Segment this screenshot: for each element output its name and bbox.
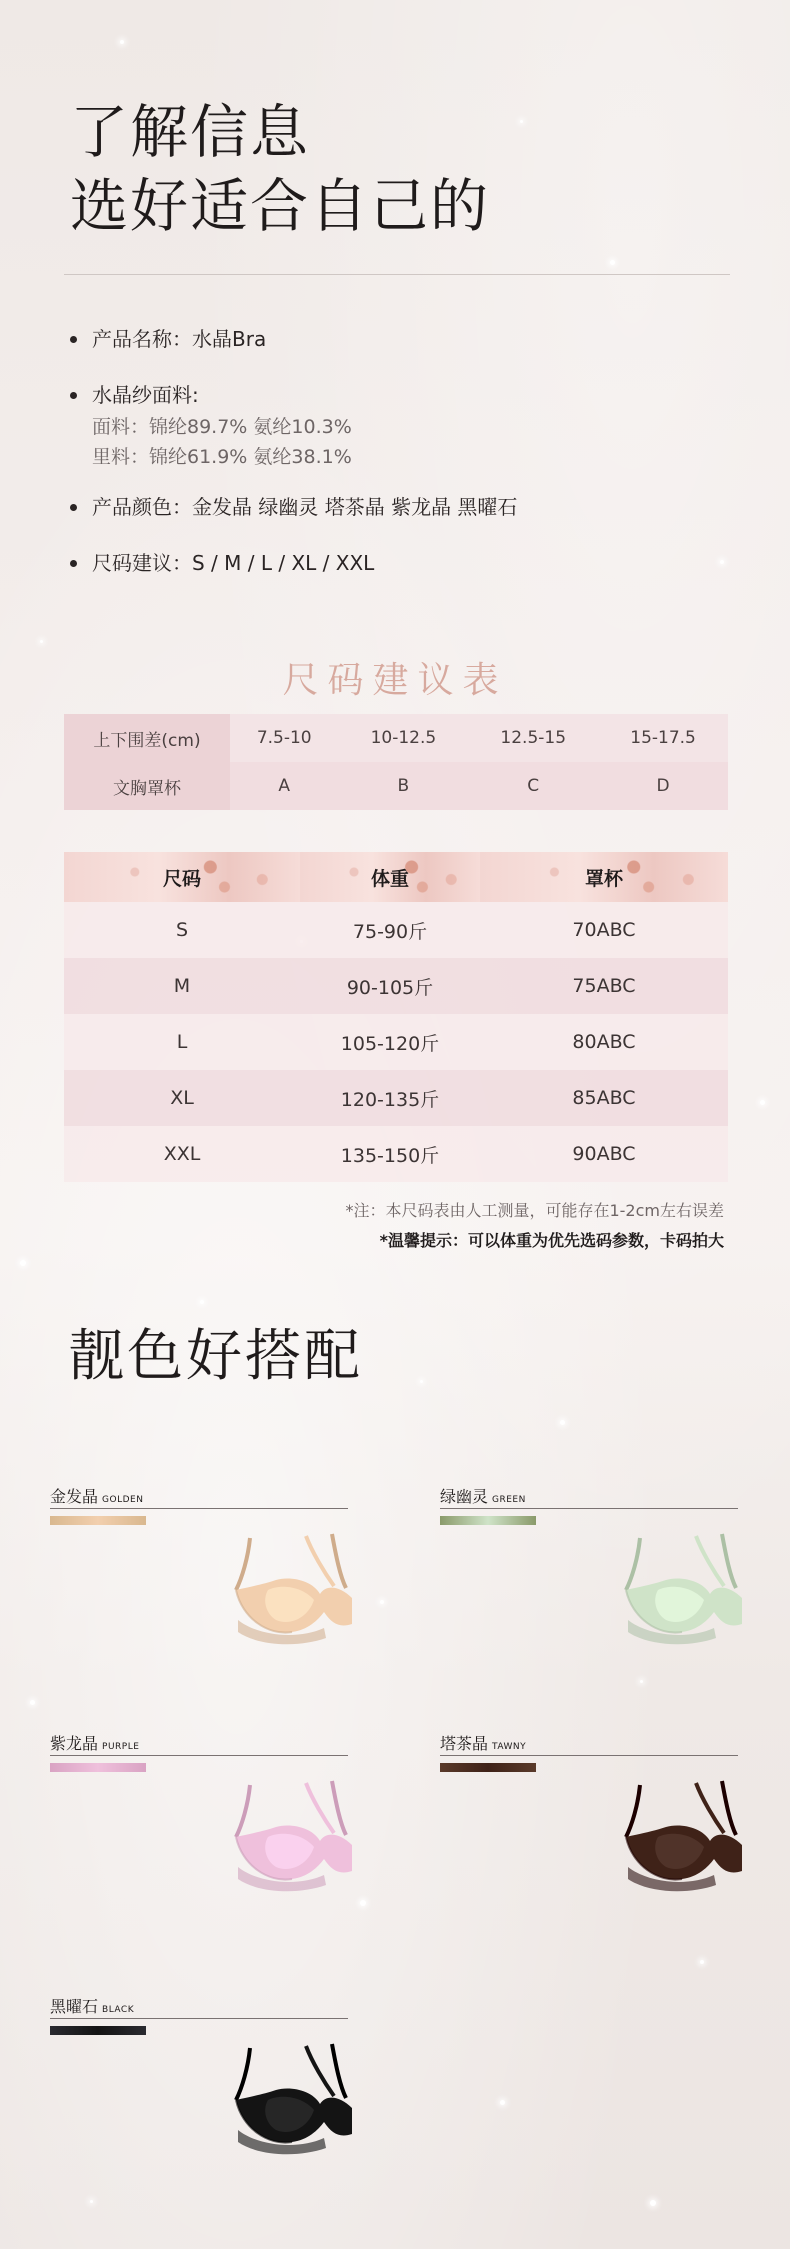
header-divider [64, 274, 730, 275]
product-info-list [70, 322, 730, 602]
swatch-en-name: BLACK [102, 2005, 135, 2015]
headline-line-2: 选好适合自己的 [70, 172, 491, 240]
headline-line-1: 了解信息 [70, 98, 311, 166]
table-cell: XL [64, 1070, 300, 1126]
table-cell: B [338, 762, 468, 810]
sizing-tip: *温馨提示：可以体重为优先选码参数，卡码拍大 [379, 1231, 724, 1250]
size-notes [345, 1196, 724, 1256]
color-chip [440, 1763, 536, 1772]
measurement-note: *注：本尺码表由人工测量，可能存在1-2cm左右误差 [345, 1201, 724, 1220]
swatch-divider [50, 2018, 348, 2019]
table-cell: 75ABC [480, 958, 728, 1014]
swatch-en-name: GREEN [492, 1495, 526, 1505]
swatch-name: 塔茶晶 [440, 1734, 489, 1753]
color-swatch-tawny[interactable] [440, 1731, 740, 1961]
swatch-en-name: TAWNY [492, 1742, 527, 1752]
table-cell: D [598, 762, 728, 810]
table-cell: L [64, 1014, 300, 1070]
table-cell: 85ABC [480, 1070, 728, 1126]
bra-product-image [618, 1775, 748, 1895]
color-swatch-purple[interactable] [50, 1731, 350, 1961]
cup-label: 文胸罩杯 [64, 762, 230, 810]
swatch-name: 金发晶 [50, 1487, 99, 1506]
color-chip [50, 2026, 146, 2035]
bra-product-image [228, 2038, 358, 2158]
info-fabric [70, 378, 730, 472]
swatch-divider [440, 1755, 738, 1756]
table-cell: 135-150斤 [300, 1126, 480, 1182]
color-chip [50, 1763, 146, 1772]
swatch-divider [50, 1755, 348, 1756]
page-headline [70, 95, 490, 243]
color-chip [50, 1516, 146, 1525]
colors-section-title: 靓色好搭配 [68, 1324, 363, 1389]
table-row [64, 1070, 728, 1126]
info-fabric-inner: 里料：锦纶61.9% 氨纶38.1% [92, 446, 352, 468]
bust-diff-label: 上下围差(cm) [64, 714, 230, 762]
bra-product-image [228, 1528, 358, 1648]
swatch-name: 黑曜石 [50, 1997, 99, 2016]
table-cell: 12.5-15 [468, 714, 598, 762]
table-row [64, 1014, 728, 1070]
table-cell: 7.5-10 [230, 714, 338, 762]
table-cell: 75-90斤 [300, 902, 480, 958]
info-colors: 产品颜色：金发晶 绿幽灵 塔茶晶 紫龙晶 黑曜石 [70, 490, 730, 524]
bra-product-image [228, 1775, 358, 1895]
bust-difference-table [64, 714, 728, 810]
table-row [64, 1126, 728, 1182]
table-cell: 105-120斤 [300, 1014, 480, 1070]
table-row [64, 902, 728, 958]
info-product-name: 产品名称：水晶Bra [70, 322, 730, 356]
table-row [64, 762, 728, 810]
table-cell: 10-12.5 [338, 714, 468, 762]
table-header-row [64, 852, 728, 902]
table-cell: S [64, 902, 300, 958]
table-cell: M [64, 958, 300, 1014]
table-cell: XXL [64, 1126, 300, 1182]
bra-product-image [618, 1528, 748, 1648]
swatch-divider [440, 1508, 738, 1509]
color-chip [440, 1516, 536, 1525]
size-chart-title: 尺码建议表 [282, 660, 508, 701]
table-cell: A [230, 762, 338, 810]
table-cell: 15-17.5 [598, 714, 728, 762]
size-weight-table [64, 852, 728, 1182]
swatch-name: 紫龙晶 [50, 1734, 99, 1753]
info-fabric-label: 水晶纱面料: [92, 383, 199, 407]
swatch-en-name: GOLDEN [102, 1495, 144, 1505]
swatch-name: 绿幽灵 [440, 1487, 489, 1506]
table-cell: 70ABC [480, 902, 728, 958]
table-cell: C [468, 762, 598, 810]
table-cell: 90-105斤 [300, 958, 480, 1014]
table-row [64, 958, 728, 1014]
column-header-weight: 体重 [300, 852, 480, 902]
info-fabric-outer: 面料：锦纶89.7% 氨纶10.3% [92, 416, 352, 438]
table-cell: 90ABC [480, 1126, 728, 1182]
swatch-divider [50, 1508, 348, 1509]
swatch-en-name: PURPLE [102, 1742, 140, 1752]
table-cell: 120-135斤 [300, 1070, 480, 1126]
color-swatch-golden[interactable] [50, 1484, 350, 1714]
color-swatch-green[interactable] [440, 1484, 740, 1714]
column-header-size: 尺码 [64, 852, 300, 902]
column-header-cup: 罩杯 [480, 852, 728, 902]
info-sizes: 尺码建议：S / M / L / XL / XXL [70, 546, 730, 580]
table-cell: 80ABC [480, 1014, 728, 1070]
color-swatch-black[interactable] [50, 1994, 350, 2224]
table-row [64, 714, 728, 762]
